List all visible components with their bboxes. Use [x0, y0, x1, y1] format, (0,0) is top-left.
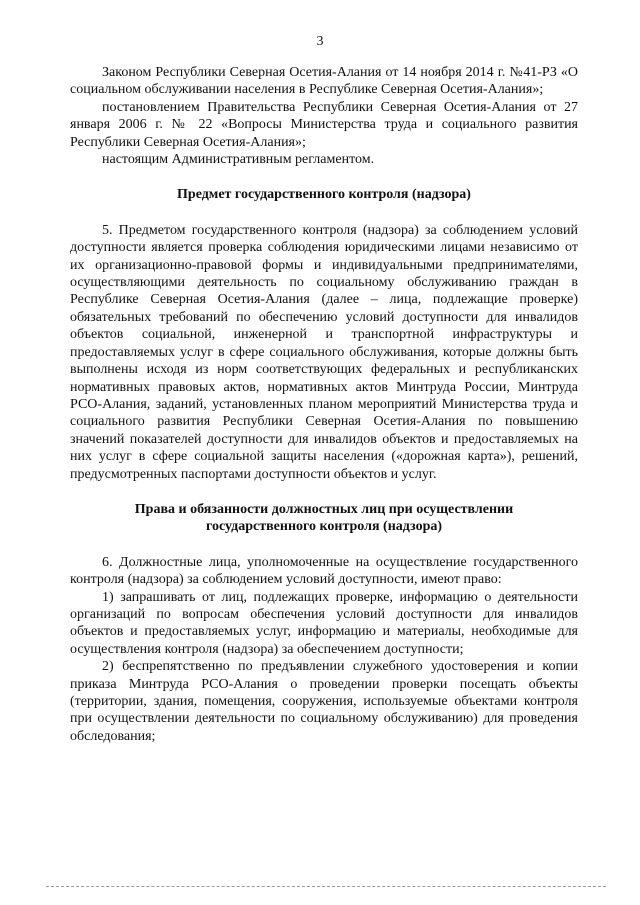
list-item-1: 1) запрашивать от лиц, подлежащих проверке, информацию о деятельности организаций по вопросам обеспечения условий доступности для инвалидов объектов и предоставляемых услуг, информацию и материалы, необходимые для осуществления контроля (надзора) за обеспечением доступности; — [70, 589, 578, 657]
document-body — [70, 64, 578, 745]
paragraph-6: 6. Должностные лица, уполномоченные на осуществление государственного контроля (надзора) за соблюдением условий доступности, имеют право: — [70, 554, 578, 588]
intro-paragraph-law: Законом Республики Северная Осетия-Алания от 14 ноября 2014 г. №41-РЗ «О социальном обслуживании населения в Республике Северная Осетия-Алания»; — [70, 65, 578, 98]
list-item-2: 2) беспрепятственно по предъявлении служебного удостоверения и копии приказа Минтруда РСО-Алания о проведении проверки посещать объекты (территории, здания, помещения, сооружения, используемые объектами контроля при осуществлении деятельности по социальному обслуживанию) для проведения обследования; — [70, 659, 578, 744]
section-heading-rights-line2: государственного контроля (надзора) — [205, 519, 443, 535]
paragraph-5: 5. Предметом государственного контроля (надзора) за соблюдением условий доступности является проверка соблюдения юридическими лицами независимо от их организационно-правовой формы и индивидуальными предпринимателями, осуществляющими деятельность по социальному обслуживанию граждан в Республике Северная Осетия-Алания (далее – лица, подлежащие проверке) обязательных требований по обеспечению условий доступности для инвалидов объектов социальной, инженерной и транспортной инфраструктуры и предоставляемых услуг в сфере социального обслуживания, которые должны быть выполнены исходя из норм соответствующих федеральных и республиканских нормативных правовых актов, нормативных актов Минтруда России, Минтруда РСО-Алания, заданий, установленных планом мероприятий Министерства труда и социального развития Республики Северная Осетия-Алания по повышению значений показателей доступности для инвалидов объектов и предоставляемых на них услуг в сфере социальной защиты населения («дорожная карта»), решений, предусмотренных паспортами доступности объектов и услуг. — [70, 222, 578, 482]
intro-paragraph-regulation: настоящим Административным регламентом. — [102, 152, 375, 168]
bottom-divider — [46, 886, 606, 887]
section-heading-subject: Предмет государственного контроля (надзора) — [177, 187, 471, 203]
intro-paragraph-resolution: постановлением Правительства Республики Северная Осетия-Алания от 27 января 2006 г. № 22 «Вопросы Министерства труда и социального развития Республики Северная Осетия-Алания»; — [70, 99, 578, 150]
section-heading-rights-line1: Права и обязанности должностных лиц при осуществлении — [134, 501, 514, 517]
page-number: 3 — [316, 34, 324, 49]
section-heading-rights — [70, 501, 578, 536]
